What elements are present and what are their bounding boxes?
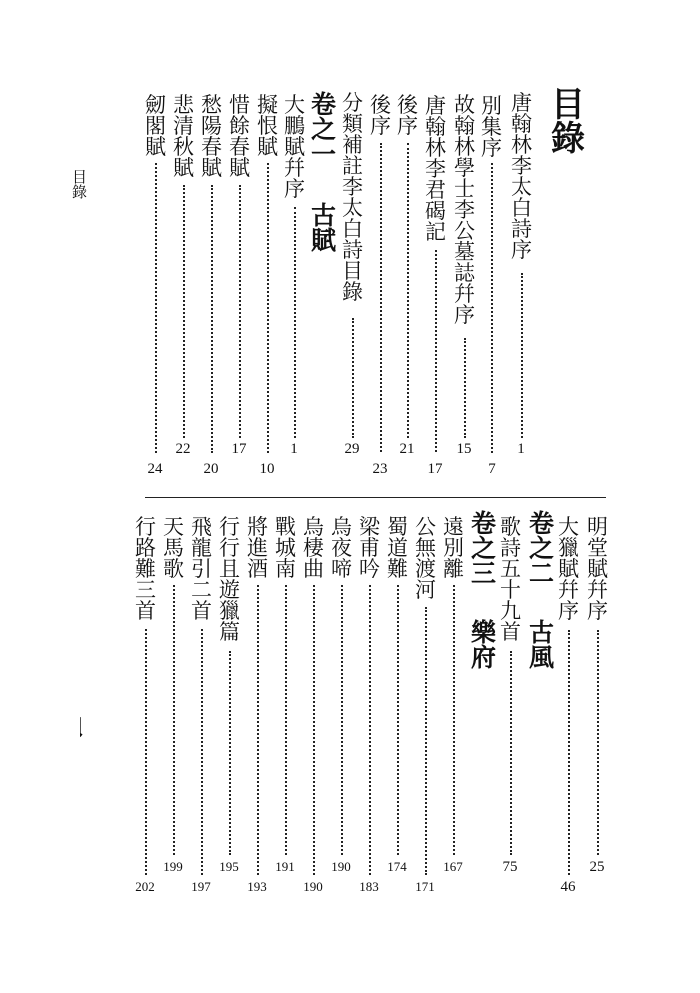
toc-entry: 將 進 酒 bbox=[247, 515, 268, 581]
volume-subtitle: 樂 府 bbox=[471, 618, 497, 672]
leader-dots bbox=[155, 163, 157, 453]
page-ref: 29 bbox=[344, 441, 360, 457]
leader-dots bbox=[173, 585, 175, 855]
leader-dots bbox=[352, 318, 354, 438]
toc-entry: 擬 恨 賦 bbox=[257, 93, 278, 159]
leader-dots bbox=[380, 143, 382, 452]
leader-dots bbox=[145, 629, 147, 875]
toc-entry: 行 行 且 遊 獵 篇 bbox=[219, 515, 240, 644]
toc-entry: 飛 龍 引 二 首 bbox=[191, 515, 212, 623]
volume-subtitle: 古 賦 bbox=[311, 201, 337, 255]
page-ref: 20 bbox=[203, 461, 219, 477]
page-ref: 46 bbox=[560, 879, 576, 895]
leader-dots bbox=[491, 163, 493, 453]
page-ref: 7 bbox=[488, 461, 496, 477]
page-title: 目 錄 bbox=[551, 85, 585, 159]
leader-dots bbox=[435, 250, 437, 452]
toc-entry: 烏 棲 曲 bbox=[303, 515, 324, 581]
page-ref: 190 bbox=[331, 859, 351, 874]
page-ref: 202 bbox=[135, 879, 155, 894]
toc-entry: 劒 閣 賦 bbox=[145, 93, 166, 159]
volume-heading: 卷 之 三 bbox=[471, 509, 497, 588]
leader-dots bbox=[294, 207, 296, 438]
page-ref: 197 bbox=[191, 879, 211, 894]
page-ref: 24 bbox=[147, 461, 163, 477]
page-ref: 17 bbox=[427, 461, 443, 477]
toc-entry: 公 無 渡 河 bbox=[415, 515, 436, 602]
leader-dots bbox=[453, 585, 455, 855]
page-ref: 23 bbox=[372, 461, 388, 477]
leader-dots bbox=[397, 585, 399, 855]
section-divider bbox=[145, 497, 606, 498]
volume-heading: 卷 之 一 bbox=[311, 90, 337, 169]
page-ref: 10 bbox=[259, 461, 275, 477]
page-ref: 193 bbox=[247, 879, 267, 894]
page-ref: 22 bbox=[175, 441, 191, 457]
page-ref: 171 bbox=[415, 879, 435, 894]
toc-entry: 行 路 難 三 首 bbox=[135, 515, 156, 623]
leader-dots bbox=[285, 585, 287, 855]
toc-entry: 戰 城 南 bbox=[275, 515, 296, 581]
toc-entry: 大 獵 賦 幷 序 bbox=[558, 515, 579, 623]
page-ref: 183 bbox=[359, 879, 379, 894]
toc-entry: 悲 清 秋 賦 bbox=[173, 93, 194, 180]
leader-dots bbox=[521, 273, 523, 438]
leader-dots bbox=[257, 585, 259, 875]
toc-entry: 烏 夜 啼 bbox=[331, 515, 352, 581]
leader-dots bbox=[510, 651, 512, 855]
leader-dots bbox=[201, 629, 203, 875]
toc-entry: 歌 詩 五 十 九 首 bbox=[500, 515, 521, 644]
page-ref: 25 bbox=[589, 859, 605, 875]
page-ref: 199 bbox=[163, 859, 183, 874]
page-ref: 1 bbox=[517, 441, 525, 457]
toc-entry: 分 類 補 註 李 太 白 詩 目 錄 bbox=[342, 91, 363, 304]
toc-entry: 唐 翰 林 李 太 白 詩 序 bbox=[511, 91, 532, 262]
running-header: 目 錄 bbox=[72, 168, 88, 201]
toc-entry: 遠 別 離 bbox=[443, 515, 464, 581]
page-ref: 195 bbox=[219, 859, 239, 874]
leader-dots bbox=[369, 585, 371, 875]
leader-dots bbox=[267, 163, 269, 453]
toc-entry: 後 序 bbox=[397, 93, 418, 138]
leader-dots bbox=[425, 607, 427, 875]
leader-dots bbox=[239, 185, 241, 438]
leader-dots bbox=[229, 651, 231, 855]
page-ref: 1 bbox=[290, 441, 298, 457]
page-ref: 167 bbox=[443, 859, 463, 874]
volume-subtitle: 古 風 bbox=[529, 618, 555, 672]
toc-entry: 天 馬 歌 bbox=[163, 515, 184, 581]
leader-dots bbox=[407, 143, 409, 438]
leader-dots bbox=[568, 630, 570, 875]
leader-dots bbox=[183, 185, 185, 438]
volume-heading: 卷 之 二 bbox=[529, 509, 555, 588]
page-ref: 191 bbox=[275, 859, 295, 874]
toc-entry: 後 序 bbox=[370, 93, 391, 138]
toc-entry: 惜 餘 春 賦 bbox=[229, 93, 250, 180]
toc-entry: 蜀 道 難 bbox=[387, 515, 408, 581]
page-ref: 75 bbox=[502, 859, 518, 875]
leader-dots bbox=[464, 338, 466, 438]
toc-entry: 唐 翰 林 李 君 碣 記 bbox=[425, 94, 446, 244]
leader-dots bbox=[211, 185, 213, 453]
toc-entry: 愁 陽 春 賦 bbox=[201, 93, 222, 180]
page-ref: 21 bbox=[399, 441, 415, 457]
leader-dots bbox=[341, 585, 343, 855]
page-ref: 15 bbox=[456, 441, 472, 457]
page-number: 一 bbox=[65, 715, 91, 739]
toc-entry: 大 鵬 賦 幷 序 bbox=[284, 93, 305, 201]
leader-dots bbox=[313, 585, 315, 875]
toc-entry: 明 堂 賦 幷 序 bbox=[587, 515, 608, 623]
toc-entry: 別 集 序 bbox=[481, 94, 502, 160]
leader-dots bbox=[597, 630, 599, 855]
page-ref: 174 bbox=[387, 859, 407, 874]
toc-entry: 梁 甫 吟 bbox=[359, 515, 380, 581]
page-ref: 190 bbox=[303, 879, 323, 894]
toc-entry: 故 翰 林 學 士 李 公 墓 誌 幷 序 bbox=[454, 93, 475, 327]
page-ref: 17 bbox=[231, 441, 247, 457]
